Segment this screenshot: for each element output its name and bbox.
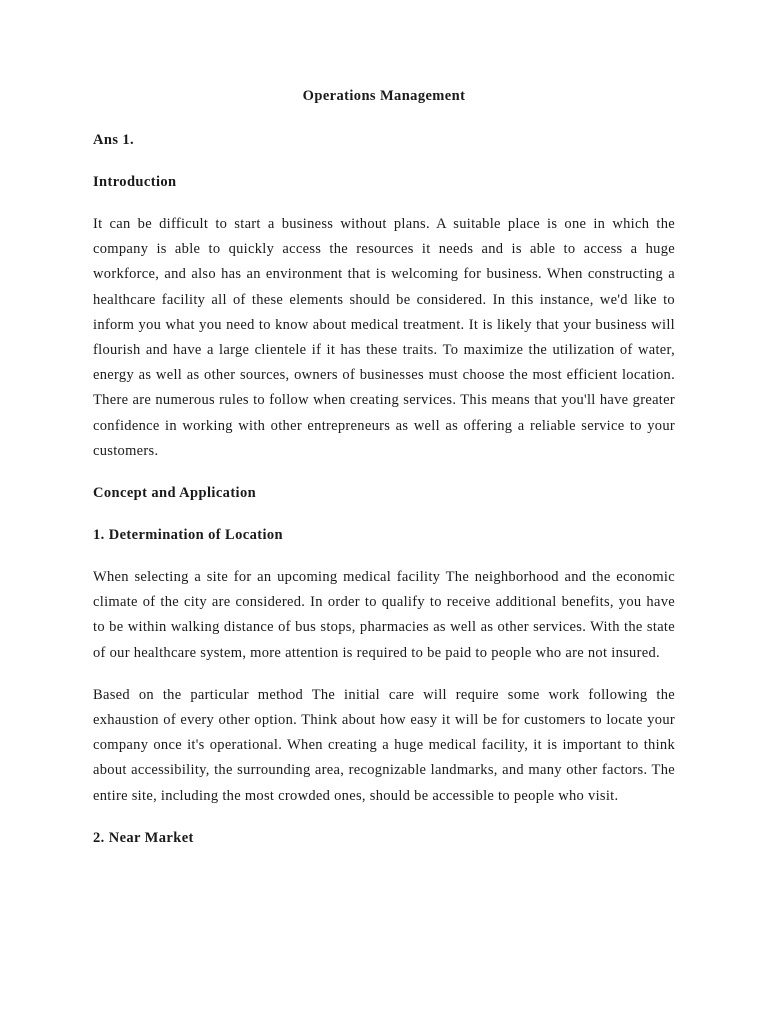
document-page: [93, 84, 675, 868]
answer-label: Ans 1.: [93, 132, 135, 148]
section-2-heading: 2. Near Market: [93, 829, 194, 846]
section-1-paragraph-2: Based on the particular method The initial care will require some work following the exhaustion of every other option. Think about how easy it will be for customers to locate your company once it's operational. When creating a huge medical facility, it is important to think about accessibility, the surrounding area, recognizable landmarks, and many other factors. The entire site, including the most crowded ones, should be accessible to people who visit.: [93, 686, 675, 804]
introduction-heading: Introduction: [93, 174, 177, 190]
introduction-paragraph: It can be difficult to start a business without plans. A suitable place is one in which the company is able to quickly access the resources it needs and is able to access a huge workforce, and also has an environment that is welcoming for business. When constructing a healthcare facility all of these elements should be considered. In this instance, we'd like to inform you what you need to know about medical treatment. It is likely that your business will flourish and have a large clientele if it has these traits. To maximize the utilization of water, energy as well as other sources, owners of businesses must choose the most efficient location. There are numerous rules to follow when creating services. This means that you'll have greater confidence in working with other entrepreneurs as well as offering a reliable service to your customers.: [93, 216, 675, 459]
concept-heading: Concept and Application: [93, 485, 257, 502]
section-1-heading: 1. Determination of Location: [93, 527, 284, 544]
section-1-paragraph-1: When selecting a site for an upcoming medical facility The neighborhood and the economic climate of the city are considered. In order to qualify to receive additional benefits, you have to be within walking distance of bus stops, pharmacies as well as other services. With the state of our healthcare system, more attention is required to be paid to people who are not insured.: [93, 569, 675, 661]
document-title: Operations Management: [302, 88, 466, 104]
